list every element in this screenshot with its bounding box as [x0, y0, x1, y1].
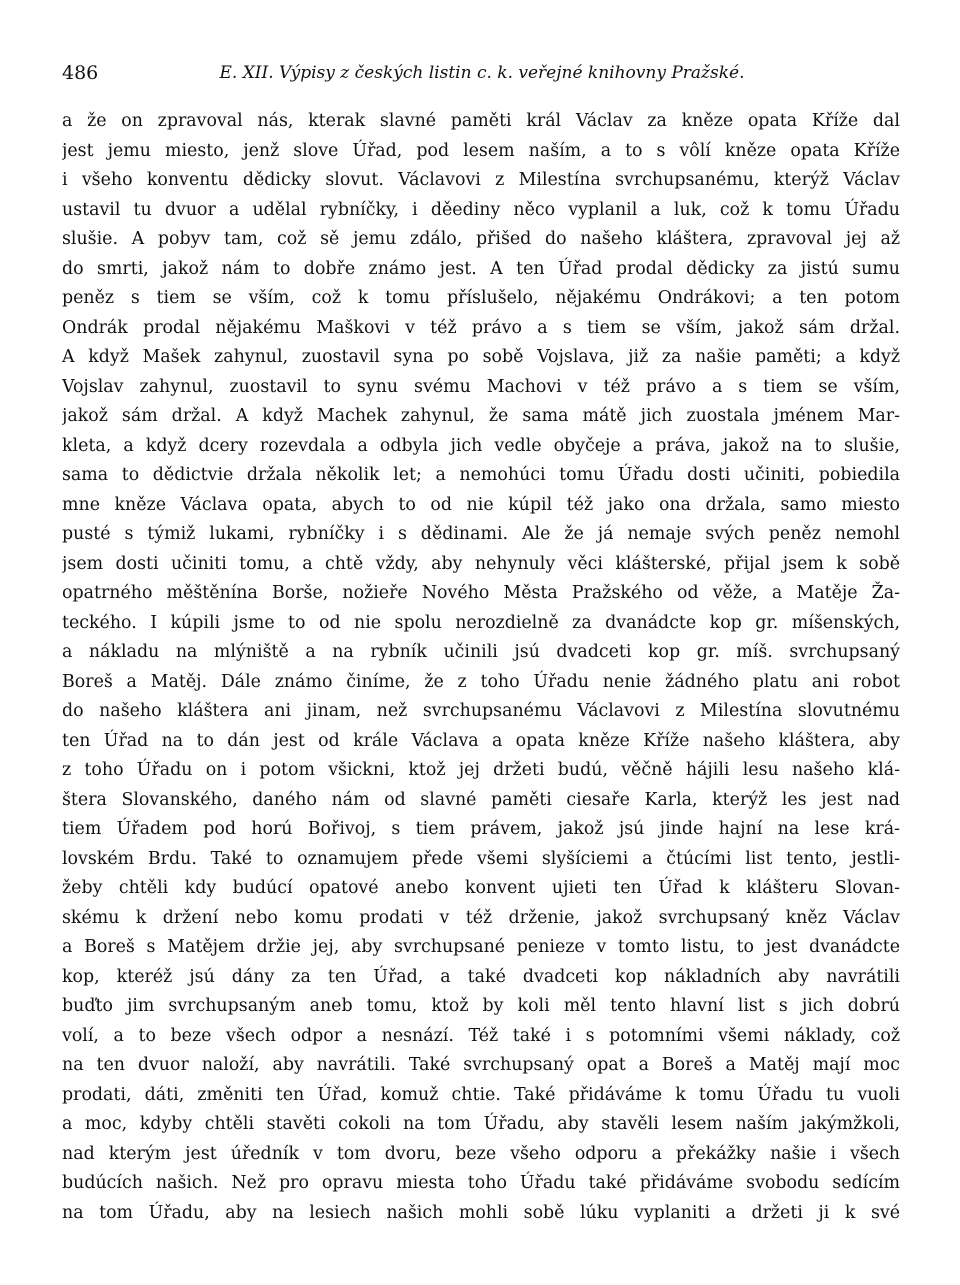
text-line: jsem dosti učiniti tomu, a chtě vždy, aby nehynuly věci klášterské, přijal jsem k sobě: [62, 553, 900, 574]
text-line: slušie. A pobyv tam, což sě jemu zdálo, přišed do našeho kláštera, zpravoval jej až: [62, 229, 900, 249]
text-line: ustavil tu dvuor a udělal rybníčky, i děediny něco vyplanil a luk, což k tomu Úřadu: [62, 199, 900, 220]
page-number: 486: [62, 62, 99, 84]
text-line: kleta, a když dcery rozevdala a odbyla jich vedle obyčeje a práva, jakož na to slušie,: [62, 435, 900, 456]
text-line: sama to dědictvie držala několik let; a nemohúci tomu Úřadu dosti učiniti, pobiedila: [62, 465, 900, 485]
text-line: Ondrák prodal nějakému Maškovi v též právo a s tiem se vším, jakož sám držal.: [62, 317, 900, 338]
text-line: kop, kteréž jsú dány za ten Úřad, a také dvadceti kop nákladních aby navrátili: [62, 966, 900, 987]
text-line: ten Úřad na to dán jest od krále Václava a opata kněze Kříže našeho kláštera, aby: [62, 730, 900, 751]
text-line: i všeho konventu dědicky slovut. Václavovi z Milestína svrchupsanému, kterýž Václav: [62, 170, 900, 190]
text-line: prodati, dáti, změniti ten Úřad, komuž chtie. Také přidáváme k tomu Úřadu tu vuoli: [62, 1084, 900, 1105]
text-line: volí, a to beze všech odpor a nesnází. Též také i s potomními všemi náklady, což: [62, 1025, 900, 1046]
text-line: a Boreš s Matějem držie jej, aby svrchupsané penieze v tomto listu, to jest dvanádcte: [62, 937, 900, 957]
text-line: a že on zpravoval nás, kterak slavné paměti král Václav za kněze opata Kříže dal: [62, 111, 900, 131]
text-line: do našeho kláštera ani jinam, než svrchupsanému Václavovi z Milestína slovutnému: [62, 701, 900, 721]
page-header: [62, 58, 900, 88]
text-line: jest jemu miesto, jenž slove Úřad, pod lesem naším, a to s vôlí kněze opata Kříže: [62, 140, 900, 161]
text-line: z toho Úřadu on i potom všickni, ktož jej držeti budú, věčně hájili lesu našeho klá-: [62, 760, 900, 780]
text-line: lovském Brdu. Také to oznamujem přede všemi slyšíciemi a čtúcími list tento, jestli-: [62, 848, 900, 869]
text-line: teckého. I kúpili jsme to od nie spolu nerozdielně za dvanádcte kop gr. míšenských,: [62, 612, 900, 633]
text-line: Boreš a Matěj. Dále známo činíme, že z toho Úřadu nenie žádného platu ani robot: [62, 671, 900, 692]
text-line: buďto jim svrchupsaným aneb tomu, ktož by koli měl tento hlavní list s jich dobrú: [62, 996, 900, 1016]
text-line: štera Slovanského, daného nám od slavné paměti ciesaře Karla, kterýž les jest nad: [62, 789, 900, 810]
text-line: na ten dvuor naloží, aby navrátili. Také svrchupsaný opat a Boreš a Matěj mají moc: [62, 1055, 900, 1075]
text-line: Vojslav zahynul, zuostavil to synu svému Machovi v též právo a s tiem se vším,: [62, 376, 900, 397]
text-line: žeby chtěli kdy budúcí opatové anebo konvent ujieti ten Úřad k klášteru Slovan-: [62, 878, 900, 898]
text-line: budúcích našich. Než pro opravu miesta toho Úřadu také přidáváme svobodu sedícím: [62, 1173, 900, 1193]
text-line: peněz s tiem se vším, což k tomu příslušelo, nějakému Ondrákovi; a ten potom: [62, 288, 900, 308]
text-line: mne kněze Václava opata, abych to od nie kúpil též jako ona držala, samo miesto: [62, 494, 900, 515]
text-line: tiem Úřadem pod horú Bořivoj, s tiem právem, jakož jsú jinde hajní na lese krá-: [62, 819, 900, 839]
text-line: jakož sám držal. A když Machek zahynul, že sama mátě jich zuostala jménem Mar-: [62, 406, 900, 426]
running-title: E. XII. Výpisy z českých listin c. k. veřejné knihovny Pražské.: [219, 63, 745, 83]
text-line: opatrného měštěnína Borše, nožieře Nového Města Pražského od věže, a Matěje Ža-: [62, 583, 900, 603]
text-line: a moc, kdyby chtěli stavěti cokoli na tom Úřadu, aby stavěli lesem naším jakýmžkoli,: [62, 1114, 900, 1134]
text-line: A když Mašek zahynul, zuostavil syna po sobě Vojslava, již za našie paměti; a když: [62, 347, 900, 367]
text-line: do smrti, jakož nám to dobře známo jest. A ten Úřad prodal dědicky za jistú sumu: [62, 258, 900, 279]
text-line: nad kterým jest úředník v tom dvoru, beze všeho odporu a překážky našie i všech: [62, 1143, 900, 1164]
text-line: na tom Úřadu, aby na lesiech našich mohli sobě lúku vyplaniti a držeti ji k své: [62, 1202, 900, 1223]
body-text: [62, 107, 900, 1228]
text-line: pusté s týmiž lukami, rybníčky i s dědinami. Ale že já nemaje svých peněz nemohl: [62, 524, 900, 544]
text-line: a nákladu na mlýniště a na rybník učinili jsú dvadceti kop gr. míš. svrchupsaný: [62, 642, 900, 662]
text-line: skému k držení nebo komu prodati v též drženie, jakož svrchupsaný kněz Václav: [62, 907, 900, 928]
